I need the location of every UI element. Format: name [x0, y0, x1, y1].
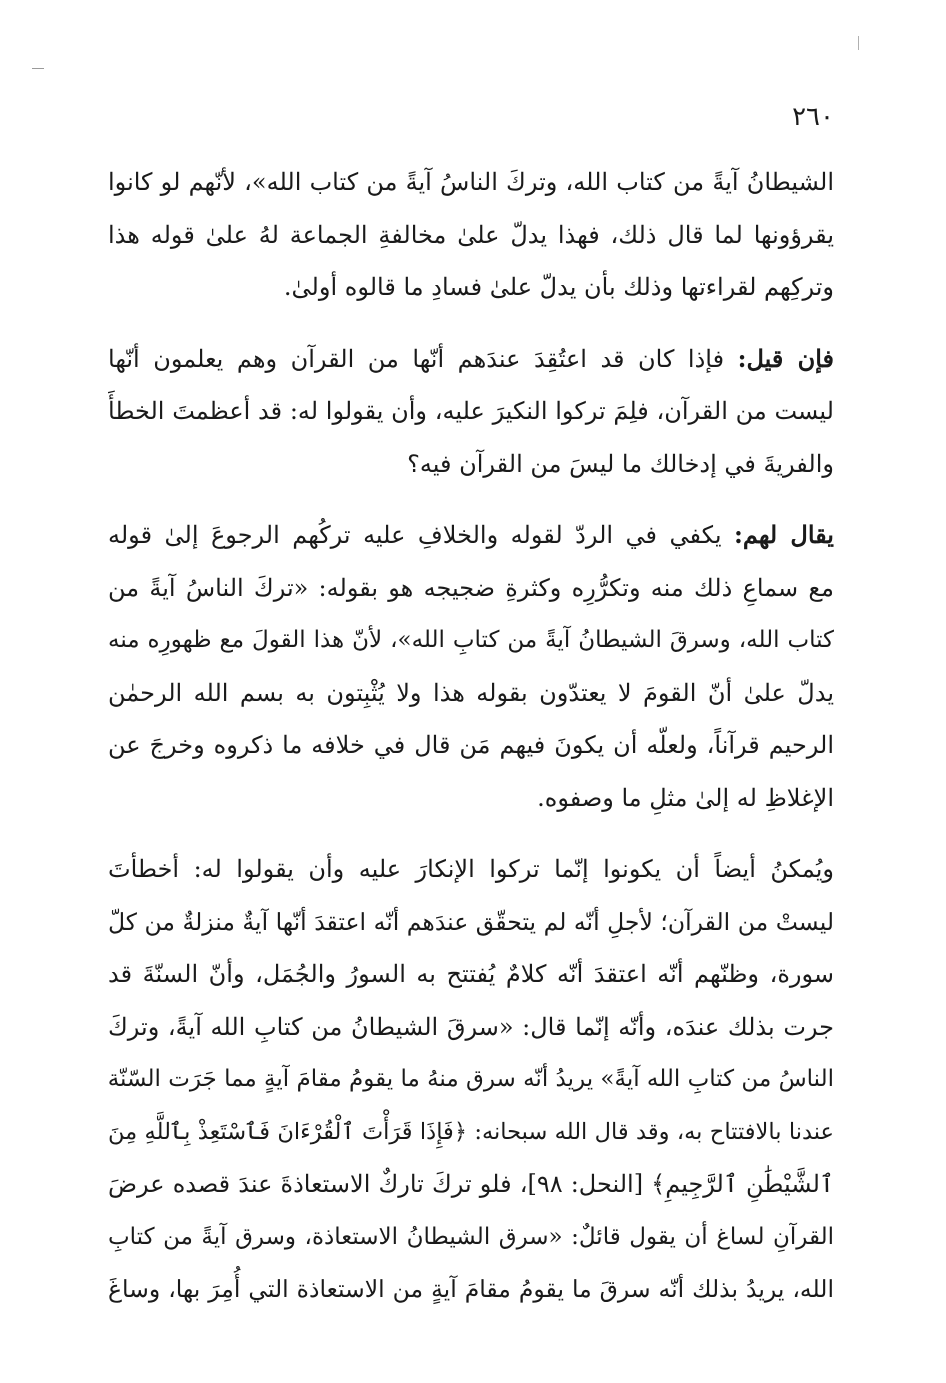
- paragraph-4: [108, 843, 834, 1316]
- text-line: ليستْ من القرآن؛ لأجلِ أنّه لم يتحقّق عندَهم أنّه اعتقدَ أنّها آيةٌ منزلةٌ من كلّ: [108, 907, 834, 936]
- text-line: الشيطانُ آيةً من كتاب الله، وتركَ الناسُ آيةً من كتاب الله»، لأنّهم لو كانوا: [108, 168, 834, 196]
- text-line: القرآنِ لساغ أن يقول قائلٌ: «سرق الشيطانُ الاستعاذة، وسرق آيةً من كتابِ: [108, 1223, 834, 1250]
- body-text: [108, 156, 834, 1335]
- text-line: مع سماعِ ذلك منه وتكرُّرِه وكثرةِ ضجيجه هو بقوله: «تركَ الناسُ آيةً من: [108, 573, 834, 602]
- text-line: [108, 333, 834, 386]
- text-line: والفريةَ في إدخالك ما ليسَ من القرآن فيه؟: [407, 449, 834, 478]
- text-line: عندنا بالافتتاح به، وقد قال الله سبحانه: ﴿فَإِذَا قَرَأْتَ ٱلْقُرْءَانَ فَٱسْتَعِذْ بِٱللَّهِ مِنَ: [108, 1118, 834, 1145]
- lead-phrase: يقال لهم:: [734, 520, 834, 549]
- paragraph-1: [108, 156, 834, 314]
- text-line: [108, 509, 834, 562]
- scan-mark-left: [32, 68, 44, 69]
- text-line: ليست من القرآن، فلِمَ تركوا النكيرَ عليه، وأن يقولوا له: قد أعظمتَ الخطأَ: [108, 397, 834, 425]
- text-line: وتركِهم لقراءتها وذلك بأن يدلّ علىٰ فسادِ ما قالوه أولىٰ.: [283, 273, 834, 301]
- text-line: جرت بذلك عندَه، وأنّه إنّما قال: «سرقَ الشيطانُ من كتابِ الله آيةً، وتركَ: [108, 1012, 834, 1041]
- text-line: الناسُ من كتابِ الله آيةً» يريدُ أنّه سرق منهُ ما يقومُ مقامَ آيةٍ مما جَرَت السّنّة: [108, 1066, 834, 1092]
- page-number: ٢٦٠: [792, 102, 834, 132]
- text-line: ٱلشَّيْطَٰنِ ٱلرَّجِيمِ﴾ [النحل: ٩٨]، فلو تركَ تاركٌ الاستعاذةَ عندَ قصده عرضَ: [108, 1170, 834, 1198]
- text-line: يدلّ علىٰ أنّ القومَ لا يعتدّون بقوله هذا ولا يُثْبِتون به بسم الله الرحمٰن: [108, 678, 834, 707]
- paragraph-2: [108, 333, 834, 491]
- text-line-rest: فإذا كان قد اعتُقِدَ عندَهم أنّها من القرآن وهم يعلمون أنّها: [108, 344, 738, 373]
- text-line: الرحيم قرآناً، ولعلّه أن يكونَ فيهم مَن قال في خلافه ما ذكروه وخرجَ عن: [108, 731, 834, 759]
- text-line: كتاب الله، وسرقَ الشيطانُ آيةً من كتابِ الله»، لأنّ هذا القولَ مع ظهورِه منه: [108, 627, 834, 653]
- text-line: الله، يريدُ بذلك أنّه سرقَ ما يقومُ مقامَ آيةٍ من الاستعاذة التي أُمِرَ بها، وساغَ: [108, 1275, 834, 1303]
- paragraph-3: [108, 509, 834, 824]
- text-line-rest: يكفي في الردّ لقوله والخلافِ عليه تركُهم الرجوعَ إلىٰ قوله: [108, 521, 735, 549]
- lead-phrase: فإن قيل:: [737, 343, 834, 373]
- text-line: ويُمكنُ أيضاً أن يكونوا إنّما تركوا الإنكارَ عليه وأن يقولوا له: أخطأتَ: [108, 855, 834, 883]
- text-line: الإغلاظِ له إلىٰ مثلِ ما وصفوه.: [537, 783, 834, 812]
- text-line: سورة، وظنّهم أنّه اعتقدَ أنّه كلامٌ يُفتتح به السورُ والجُمَل، وأنّ السنّةَ قد: [108, 960, 834, 988]
- scan-mark-top: [858, 36, 859, 50]
- text-line: يقرؤونها لما قال ذلك، فهذا يدلّ علىٰ مخالفةِ الجماعة لهُ علىٰ قوله هذا: [108, 220, 834, 249]
